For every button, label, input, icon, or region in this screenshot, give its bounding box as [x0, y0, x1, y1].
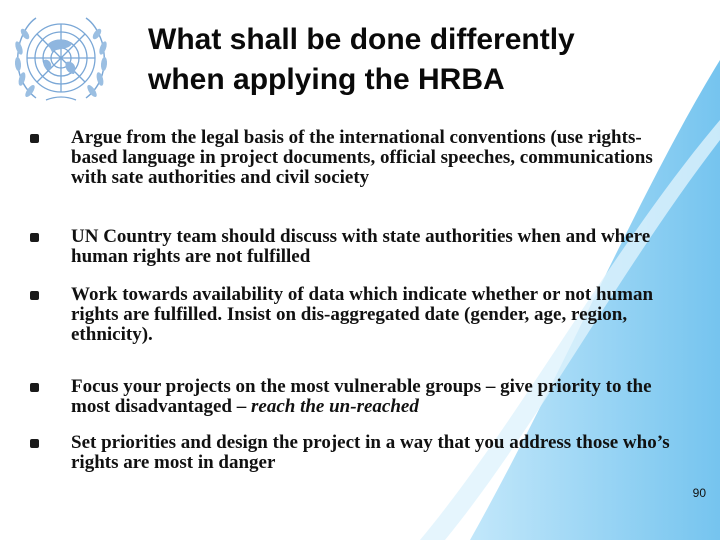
page-number: 90: [692, 486, 706, 500]
bullet-square-icon: [30, 439, 39, 448]
bullet-text: Argue from the legal basis of the international conventions (use rights-based language in project documents, official speeches, communications with sate authorities and civil society: [71, 127, 653, 188]
bullet-text: Work towards availability of data which indicate whether or not human rights are fulfilled. Insist on dis-aggregated date (gender, age, region, ethnicity).: [71, 284, 654, 345]
bullet-square-icon: [30, 233, 39, 242]
bullet-text: UN Country team should discuss with state authorities when and where human rights are not fulfilled: [71, 226, 651, 267]
slide-title-line-1: What shall be done differently: [148, 23, 575, 56]
bullet-square-icon: [30, 134, 39, 143]
bullet-text: Set priorities and design the project in a way that you address those who’s rights are most in danger: [71, 432, 670, 473]
bullet-square-icon: [30, 291, 39, 300]
bullet-text-plain: Focus your projects on the most vulnerable groups – give priority to the most disadvantaged –: [71, 376, 652, 417]
bullet-text-emphasis: reach the un-reached: [251, 396, 419, 417]
bullet-text: [71, 377, 681, 417]
bullet-square-icon: [30, 383, 39, 392]
slide-title-line-2: when applying the HRBA: [148, 63, 505, 96]
